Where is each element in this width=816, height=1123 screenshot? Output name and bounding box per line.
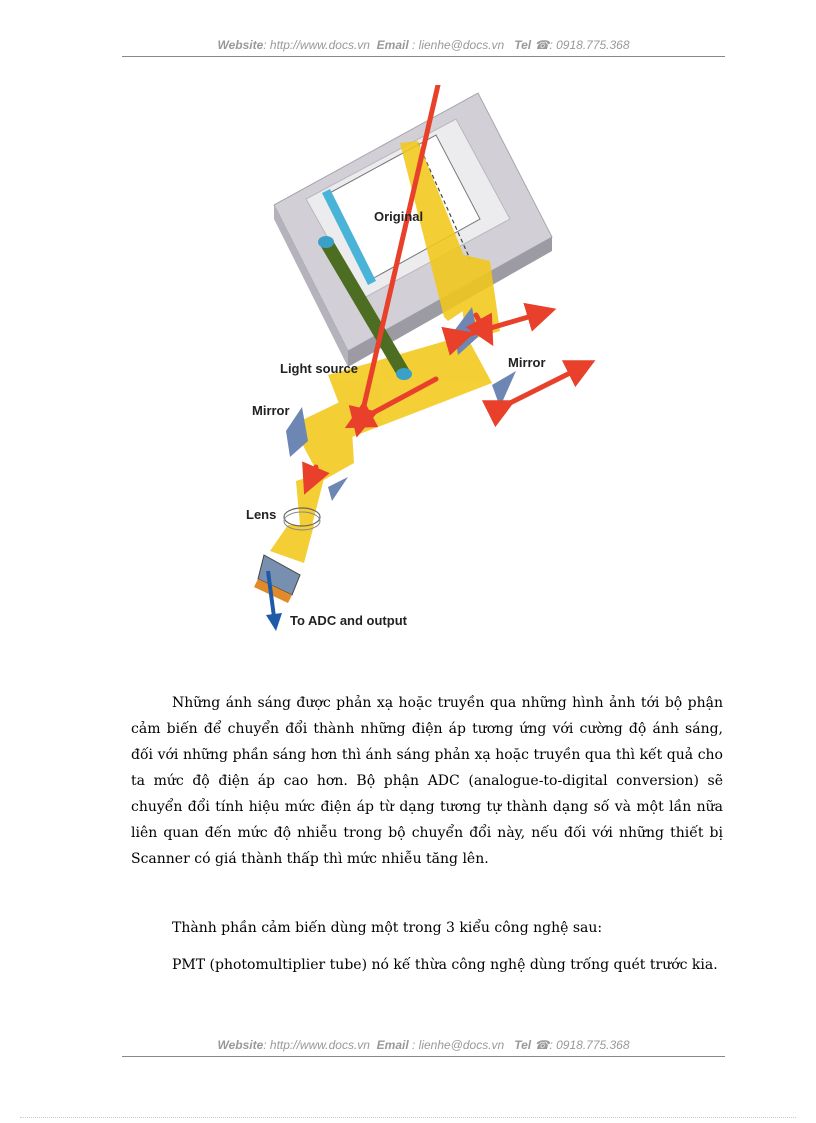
page-footer (122, 1038, 725, 1057)
label-light-source: Light source (280, 361, 359, 376)
footer-email-label: Email (376, 1038, 409, 1052)
footer-website-label: Website (217, 1038, 264, 1052)
label-output: To ADC and output (290, 613, 407, 628)
header-email-label: Email (376, 38, 409, 52)
footer-tel-value: : 0918.775.368 (549, 1038, 630, 1052)
page-bottom-border (20, 1117, 796, 1118)
phone-icon: ☎ (534, 1038, 550, 1052)
header-website-label: Website (217, 38, 264, 52)
footer-website-link[interactable]: : http://www.docs.vn (263, 1038, 370, 1052)
label-mirror-right: Mirror (508, 355, 546, 370)
footer-email-link[interactable]: : lienhe@docs.vn (408, 1038, 505, 1052)
header-website-link[interactable]: : http://www.docs.vn (263, 38, 370, 52)
sensor-ccd (254, 555, 300, 603)
paragraph-sensor-conversion: Những ánh sáng được phản xạ hoặc truyền qua những hình ảnh tới bộ phận cảm biến để chuyển đổi thành những điện áp tương ứng với cường độ ánh sáng, đối với những phần sáng hơn thì ánh sáng phản xạ hoặc truyền qua thì kết quả cho ta mức độ điện áp cao hơn. Bộ phận ADC (analogue-to-digital conversion) sẽ chuyển đổi tính hiệu mức điện áp từ dạng tương tự thành dạng số và một lần nữa liên quan đến mức độ nhiễu trong bộ chuyển đổi này, nếu đối với những thiết bị Scanner có giá thành thấp thì mức nhiễu tăng lên. (131, 695, 723, 867)
label-lens: Lens (246, 507, 277, 522)
page-header (122, 38, 725, 57)
header-email-link[interactable]: : lienhe@docs.vn (408, 38, 505, 52)
label-original: Original (374, 209, 424, 224)
label-mirror-left: Mirror (252, 403, 290, 418)
footer-tel-label: Tel (514, 1038, 532, 1052)
phone-icon: ☎ (534, 38, 550, 52)
header-tel-value: : 0918.775.368 (549, 38, 630, 52)
header-tel-label: Tel (514, 38, 532, 52)
scanner-diagram (230, 85, 610, 645)
paragraph-sensor-types: Thành phần cảm biến dùng một trong 3 kiểu công nghệ sau: (172, 920, 603, 936)
paragraph-pmt: PMT (photomultiplier tube) nó kế thừa công nghệ dùng trống quét trước kia. (172, 957, 718, 973)
